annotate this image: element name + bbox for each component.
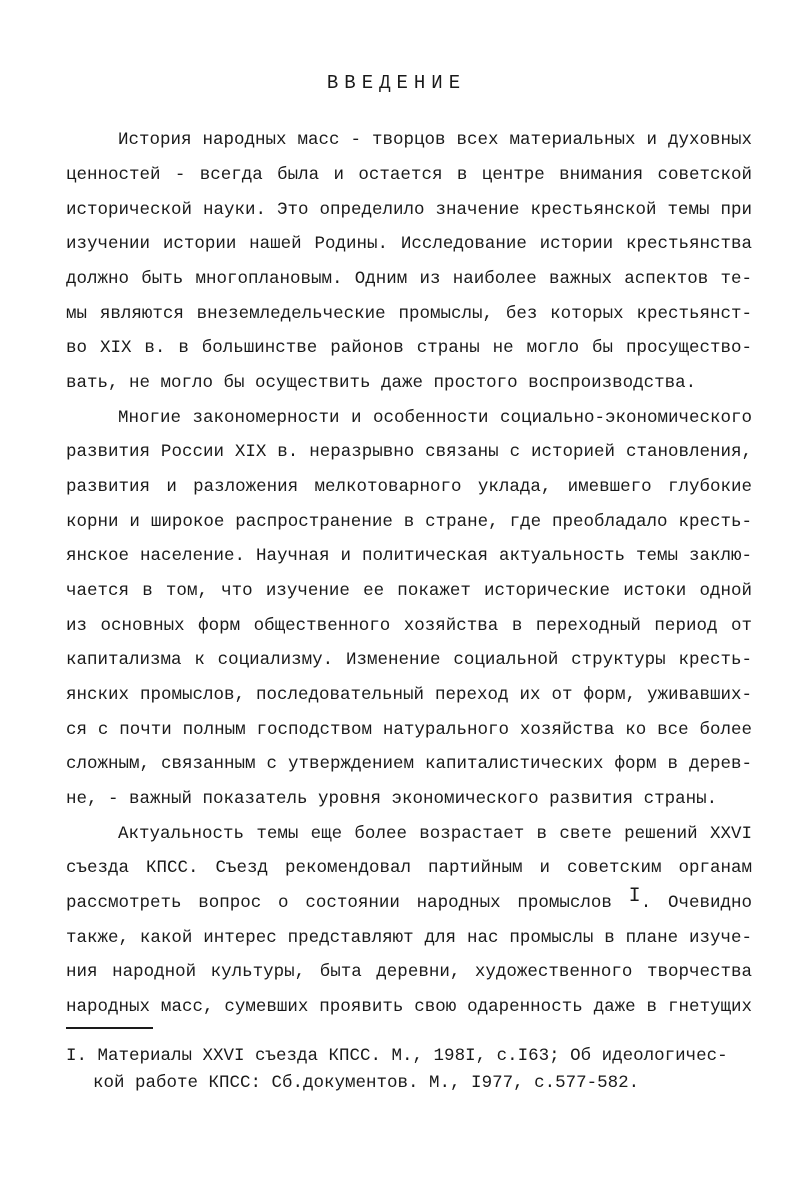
- text-line: корни и широкое распространение в стране, где преобладало кресть-: [66, 512, 752, 532]
- text-line: Многие закономерности и особенности социально-экономического: [118, 408, 752, 428]
- text-line: ценностей - всегда была и остается в центре внимания советской: [66, 165, 752, 185]
- footnote-line: кой работе КПСС: Сб.документов. М., I977, с.577-582.: [93, 1073, 640, 1093]
- text-line: янское население. Научная и политическая актуальность темы заклю-: [66, 546, 752, 566]
- text-line: История народных масс - творцов всех материальных и духовных: [118, 130, 752, 150]
- text-line: не, - важный показатель уровня экономического развития страны.: [66, 789, 718, 809]
- footnote-separator: [66, 1027, 153, 1029]
- text-line: [66, 885, 752, 918]
- text-line: капитализма к социализму. Изменение социальной структуры кресть-: [66, 650, 752, 670]
- text-line: народных масс, сумевших проявить свою одаренность даже в гнетущих: [66, 997, 752, 1017]
- text-line: исторической науки. Это определило значение крестьянской темы при: [66, 200, 752, 220]
- text-line: ся с почти полным господством натурального хозяйства ко все более: [66, 720, 752, 740]
- text-line: развития России XIX в. неразрывно связаны с историей становления,: [66, 442, 752, 462]
- text-line: изучении истории нашей Родины. Исследование истории крестьянства: [66, 234, 752, 254]
- footnote-line: I. Материалы XXVI съезда КПСС. М., 198I, с.I63; Об идеологичес-: [66, 1046, 728, 1066]
- text-line: съезда КПСС. Съезд рекомендовал партийным и советским органам: [66, 858, 752, 878]
- text-segment: рассмотреть вопрос о состоянии народных промыслов: [66, 893, 612, 913]
- text-line: вать, не могло бы осуществить даже простого воспроизводства.: [66, 373, 697, 393]
- text-line: ния народной культуры, быта деревни, художественного творчества: [66, 962, 752, 982]
- text-line: Актуальность темы еще более возрастает в свете решений XXVI: [118, 824, 752, 844]
- text-line: мы являются внеземледельческие промыслы, без которых крестьянст-: [66, 304, 752, 324]
- text-line: янских промыслов, последовательный переход их от форм, уживавших-: [66, 685, 752, 705]
- text-line: из основных форм общественного хозяйства в переходный период от: [66, 616, 752, 636]
- text-line: развития и разложения мелкотоварного уклада, имевшего глубокие: [66, 477, 752, 497]
- text-line: во XIX в. в большинстве районов страны не могло бы просуществo-: [66, 338, 752, 358]
- text-line: чается в том, что изучение ее покажет исторические истоки одной: [66, 581, 752, 601]
- footnote-reference: I: [628, 885, 641, 908]
- text-line: должно быть многоплановым. Одним из наиболее важных аспектов те-: [66, 269, 752, 289]
- text-line: также, какой интерес представляют для нас промыслы в плане изуче-: [66, 928, 752, 948]
- page-title: ВВЕДЕНИЕ: [326, 72, 467, 94]
- text-segment: . Очевидно: [640, 893, 752, 913]
- text-line: сложным, связанным с утверждением капиталистических форм в дерев-: [66, 754, 752, 774]
